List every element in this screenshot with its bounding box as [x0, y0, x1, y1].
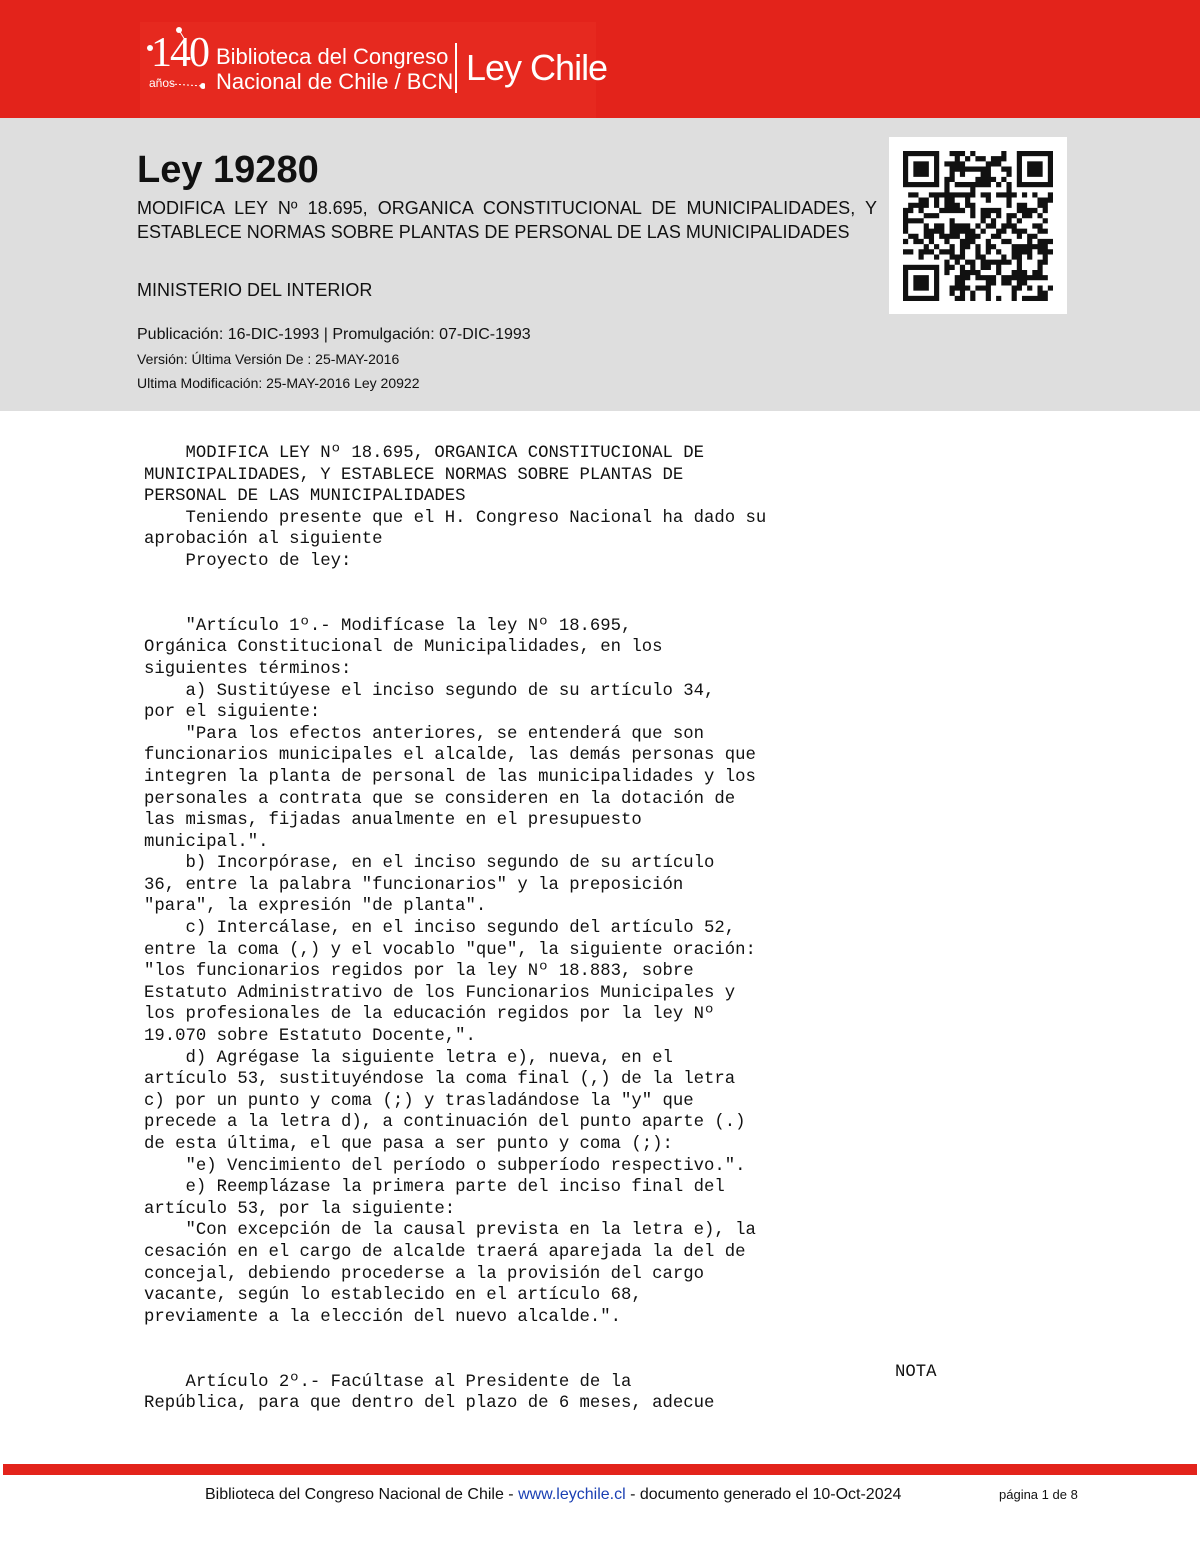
page-number: página 1 de 8 [999, 1487, 1078, 1502]
logo-divider [455, 43, 457, 93]
bcn-line-2: Nacional de Chile / BCN [216, 69, 454, 94]
bcn-name [216, 44, 453, 94]
law-title: Ley 19280 [137, 149, 319, 191]
publication-info: Publicación: 16-DIC-1993 | Promulgación: 07-DIC-1993 [137, 326, 531, 343]
footer-text [205, 1485, 901, 1505]
anniversary-logo [145, 24, 208, 90]
last-modification-info: Ultima Modificación: 25-MAY-2016 Ley 20922 [137, 375, 420, 391]
qr-code[interactable] [889, 137, 1067, 314]
law-subtitle: MODIFICA LEY Nº 18.695, ORGANICA CONSTITUCIONAL DE MUNICIPALIDADES, Y ESTABLECE NORMAS SOBRE PLANTAS DE PERSONAL DE LAS MUNICIPALIDADES [137, 198, 877, 242]
version-info: Versión: Última Versión De : 25-MAY-2016 [137, 351, 400, 367]
footer-prefix: Biblioteca del Congreso Nacional de Chile - [205, 1486, 519, 1503]
logo-anos: años [149, 76, 176, 90]
footer-suffix: - documento generado el 10-Oct-2024 [625, 1486, 902, 1503]
qr-code-icon [903, 151, 1053, 301]
leychile-link[interactable]: www.leychile.cl [518, 1486, 626, 1503]
ministry-name: MINISTERIO DEL INTERIOR [137, 280, 373, 300]
logo-number: 140 [151, 30, 208, 76]
leychile-brand[interactable]: Ley Chile [466, 47, 608, 88]
footer-bar [3, 1464, 1197, 1475]
law-body-text: MODIFICA LEY Nº 18.695, ORGANICA CONSTITUCIONAL DE MUNICIPALIDADES, Y ESTABLECE NORMAS SOBRE PLANTAS DE PERSONAL DE LAS MUNICIPALIDADES Teniendo presente que el H. Congreso Nacional ha dado su aprobación al siguiente Proyecto de ley: "Artículo 1º.- Modifícase la ley Nº 18.695, Orgánica Constitucional de Municipalidades, en los siguientes términos: a) Sustitúyese el inciso segundo de su artículo 34, por el siguiente: "Para los efectos anteriores, se entenderá que son funcionarios municipales el alcalde, las demás personas que integren la planta de personal de las municipalidades y los personales a contrata que se consideren en la dotación de las mismas, fijadas anualmente en el presupuesto municipal.". b) Incorpórase, en el inciso segundo de su artículo 36, entre la palabra "funcionarios" y la preposición "para", la expresión "de planta". c) Intercálase, en el inciso segundo del artículo 52, entre la coma (,) y el vocablo "que", la siguiente oración: "los funcionarios regidos por la ley Nº 18.883, sobre Estatuto Administrativo de los Funcionarios Municipales y los profesionales de la educación regidos por la ley Nº 19.070 sobre Estatuto Docente,". d) Agrégase la siguiente letra e), nueva, en el artículo 53, sustituyéndose la coma final (,) de la letra c) por un punto y coma (;) y trasladándose la "y" que precede a la letra d), a continuación del punto aparte (.) de esta última, el que pasa a ser punto y coma (;): "e) Vencimiento del período o subperíodo respectivo.". e) Reemplázase la primera parte del inciso final del artículo 53, por la siguiente: "Con excepción de la causal prevista en la letra e), la cesación en el cargo de alcalde traerá aparejada la del de concejal, debiendo procederse a la provisión del cargo vacante, según lo establecido en el artículo 68, previamente a la elección del nuevo alcalde.". Artículo 2º.- Facúltase al Presidente de la República, para que dentro del plazo de 6 meses, adecue [144, 444, 767, 1414]
nota-marker[interactable]: NOTA [895, 1363, 937, 1382]
bcn-line-1: Biblioteca del Congreso [216, 44, 449, 69]
